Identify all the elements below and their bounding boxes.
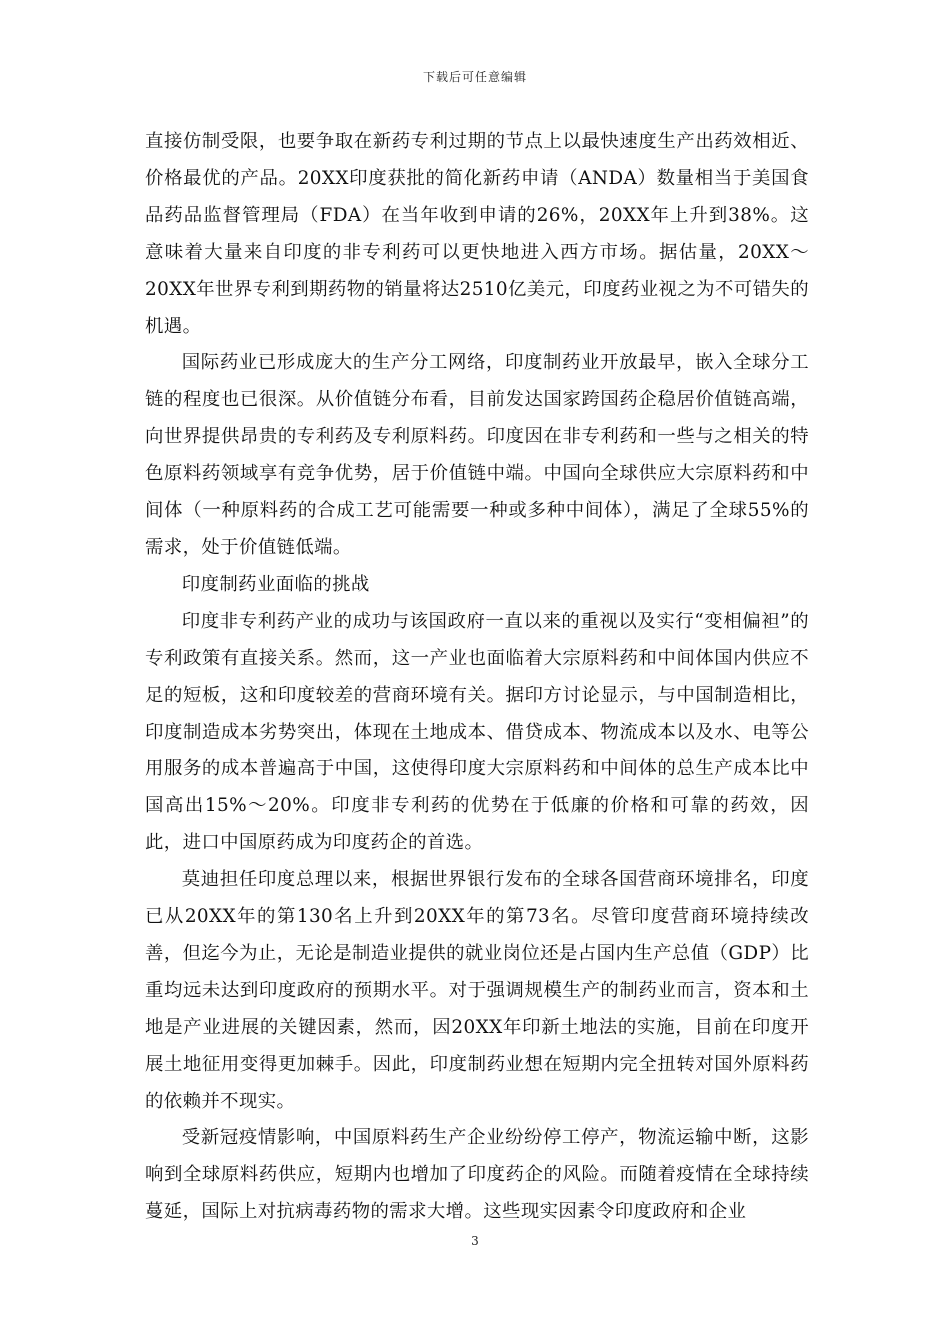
document-body: [145, 124, 809, 1231]
page-header: 下载后可任意编辑: [422, 70, 527, 84]
paragraph-value-chain: 国际药业已形成庞大的生产分工网络，印度制药业开放最早，嵌入全球分工链的程度也已很深。从价值链分布看，目前发达国家跨国药企稳居价值链高端，向世界提供昂贵的专利药及专利原料药。印度因在非专利药和一些与之相关的特色原料药领域享有竞争优势，居于价值链中端。中国向全球供应大宗原料药和中间体（一种原料药的合成工艺可能需要一种或多种中间体），满足了全球55%的需求，处于价值链低端。: [145, 352, 809, 558]
paragraph-business-environment: 莫迪担任印度总理以来，根据世界银行发布的全球各国营商环境排名，印度已从20XX年的第130名上升到20XX年的第73名。尽管印度营商环境持续改善，但迄今为止，无论是制造业提供的就业岗位还是占国内生产总值（GDP）比重均远未达到印度政府的预期水平。对于强调规模生产的制药业而言，资本和土地是产业进展的关键因素，然而，因20XX年印新土地法的实施，目前在印度开展土地征用变得更加棘手。因此，印度制药业想在短期内完全扭转对国外原料药的依赖并不现实。: [145, 869, 809, 1112]
paragraph-covid-impact: 受新冠疫情影响，中国原料药生产企业纷纷停工停产，物流运输中断，这影响到全球原料药供应，短期内也增加了印度药企的风险。而随着疫情在全球持续蔓延，国际上对抗病毒药物的需求大增。这些现实因素令印度政府和企业: [145, 1127, 809, 1223]
page-number: 3: [471, 1234, 479, 1248]
paragraph-continuation: 直接仿制受限，也要争取在新药专利过期的节点上以最快速度生产出药效相近、价格最优的产品。20XX印度获批的简化新药申请（ANDA）数量相当于美国食品药品监督管理局（FDA）在当年收到申请的26%，20XX年上升到38%。这意味着大量来自印度的非专利药可以更快地进入西方市场。据估量，20XX～20XX年世界专利到期药物的销量将达2510亿美元，印度药业视之为不可错失的机遇。: [145, 131, 809, 337]
section-heading: 印度制药业面临的挑战: [181, 573, 370, 595]
paragraph-challenges: 印度非专利药产业的成功与该国政府一直以来的重视以及实行“变相偏袒”的专利政策有直接关系。然而，这一产业也面临着大宗原料药和中间体国内供应不足的短板，这和印度较差的营商环境有关。据印方讨论显示，与中国制造相比，印度制造成本劣势突出，体现在土地成本、借贷成本、物流成本以及水、电等公用服务的成本普遍高于中国，这使得印度大宗原料药和中间体的总生产成本比中国高出15%～20%。印度非专利药的优势在于低廉的价格和可靠的药效，因此，进口中国原药成为印度药企的首选。: [145, 610, 809, 854]
